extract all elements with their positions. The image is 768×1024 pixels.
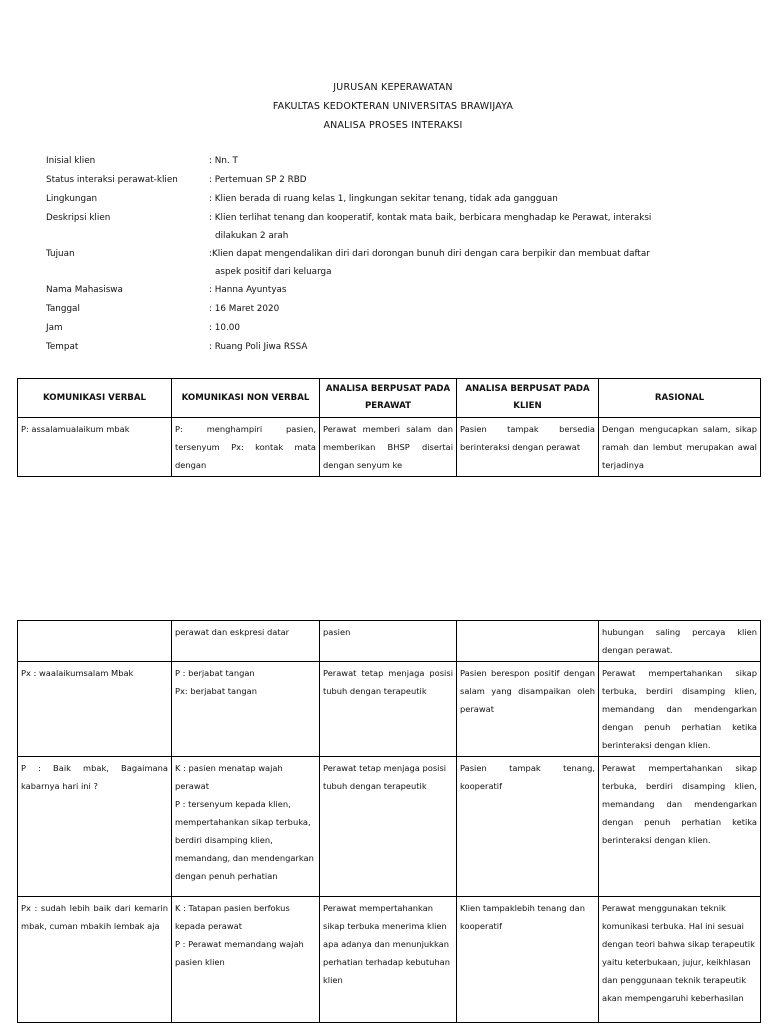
client-info-block [46,152,679,357]
cell-client-analysis: Klien tampaklebih tenang dan kooperatif [457,897,599,1023]
header-client-analysis: ANALISA BERPUSAT PADA KLIEN [457,379,599,418]
info-label: Nama Mahasiswa [46,285,123,295]
cell-verbal: Px : sudah lebih baik dari kemarin mbak, cuman mbakih lembak aja [18,897,172,1023]
cell-non-verbal: P: menghampiri pasien, tersenyum Px: kontak mata dengan [172,418,320,477]
info-row-initial [46,152,679,171]
cell-verbal: Px : waalaikumsalam Mbak [18,662,172,757]
cell-rationale: Perawat menggunakan teknik komunikasi terbuka. Hal ini sesuai dengan teori bahwa sikap terapeutik yaitu keterbukaan, jujur, keikhlasan dan penggunaan teknik terapeutik akan mempengaruhi keberhasilan [599,897,761,1023]
info-value-continuation: dilakukan 2 arah [215,231,289,241]
info-row-time [46,319,679,338]
cell-client-analysis: Pasien berespon positif dengan salam yang disampaikan oleh perawat [457,662,599,757]
info-row-date [46,300,679,319]
info-value-continuation: aspek positif dari keluarga [215,267,332,277]
faculty-title: FAKULTAS KEDOKTERAN UNIVERSITAS BRAWIJAYA [272,101,514,112]
table-row [18,418,761,477]
document-header [0,78,768,135]
info-row-goal [46,245,679,281]
cell-nurse-analysis: Perawat tetap menjaga posisi tubuh dengan terapeutik [320,757,457,897]
info-row-student [46,281,679,300]
cell-rationale: Dengan mengucapkan salam, sikap ramah dan lembut merupakan awal terjadinya [599,418,761,477]
cell-non-verbal: K : pasien menatap wajah perawat P : tersenyum kepada klien, mempertahankan sikap terbuka, berdiri disamping klien, memandang, dan mendengarkan dengan penuh perhatian [172,757,320,897]
table-row [18,757,761,897]
table-header-row [18,379,761,418]
cell-verbal: P: assalamualaikum mbak [18,418,172,477]
cell-client-analysis: Pasien tampak bersedia berinteraksi dengan perawat [457,418,599,477]
info-value: : Nn. T [209,156,238,166]
table-row [18,897,761,1023]
info-row-status [46,171,679,190]
cell-nurse-analysis: Perawat tetap menjaga posisi tubuh dengan terapeutik [320,662,457,757]
cell-verbal: P : Baik mbak, Bagaimana kabarnya hari ini ? [18,757,172,897]
header-verbal: KOMUNIKASI VERBAL [18,379,172,418]
cell-rationale: Perawat mempertahankan sikap terbuka, berdiri disamping klien, memandang dan mendengarkan dengan penuh perhatian ketika berinteraksi dengan klien. [599,662,761,757]
info-value: : 16 Maret 2020 [209,304,280,314]
info-label: Tanggal [46,304,80,314]
document-title: ANALISA PROSES INTERAKSI [323,120,463,131]
cell-non-verbal: perawat dan eskpresi datar [172,621,320,662]
cell-nurse-analysis: Perawat mempertahankan sikap terbuka menerima klien apa adanya dan menunjukkan perhatian terhadap kebutuhan klien [320,897,457,1023]
info-value: : 10.00 [209,323,240,333]
cell-non-verbal: K : Tatapan pasien berfokus kepada perawat P : Perawat memandang wajah pasien klien [172,897,320,1023]
info-value: : Klien berada di ruang kelas 1, lingkungan sekitar tenang, tidak ada gangguan [209,194,558,204]
info-value: : Pertemuan SP 2 RBD [209,175,307,185]
header-non-verbal: KOMUNIKASI NON VERBAL [172,379,320,418]
cell-client-analysis [457,621,599,662]
info-value: : Klien terlihat tenang dan kooperatif, kontak mata baik, berbicara menghadap ke Perawat, interaksi [209,213,652,223]
info-row-place [46,338,679,357]
cell-nurse-analysis: pasien [320,621,457,662]
interaction-table-page1 [17,378,761,477]
info-value: : Hanna Ayuntyas [209,285,287,295]
info-label: Lingkungan [46,194,98,204]
cell-nurse-analysis: Perawat memberi salam dan memberikan BHSP disertai dengan senyum ke [320,418,457,477]
department-title: JURUSAN KEPERAWATAN [333,82,453,93]
cell-non-verbal: P : berjabat tangan Px: berjabat tangan [172,662,320,757]
info-row-description [46,209,679,245]
table-row [18,662,761,757]
info-label: Status interaksi perawat-klien [46,175,178,185]
cell-rationale: Perawat mempertahankan sikap terbuka, berdiri disamping klien, memandang dan mendengarkan dengan penuh perhatian ketika berinteraksi dengan klien. [599,757,761,897]
info-value: : Ruang Poli Jiwa RSSA [209,342,308,352]
info-label: Deskripsi klien [46,213,111,223]
info-label: Jam [46,323,63,333]
table-row [18,621,761,662]
header-rationale: RASIONAL [599,379,761,418]
info-label: Tujuan [46,249,75,259]
info-label: Inisial klien [46,156,96,166]
cell-client-analysis: Pasien tampak tenang, kooperatif [457,757,599,897]
cell-verbal [18,621,172,662]
info-row-environment [46,190,679,209]
info-value: :Klien dapat mengendalikan diri dari dorongan bunuh diri dengan cara berpikir dan membuat daftar [209,249,650,259]
info-label: Tempat [46,342,79,352]
interaction-table-page2 [17,620,761,1023]
header-nurse-analysis: ANALISA BERPUSAT PADA PERAWAT [320,379,457,418]
cell-rationale: hubungan saling percaya klien dengan perawat. [599,621,761,662]
